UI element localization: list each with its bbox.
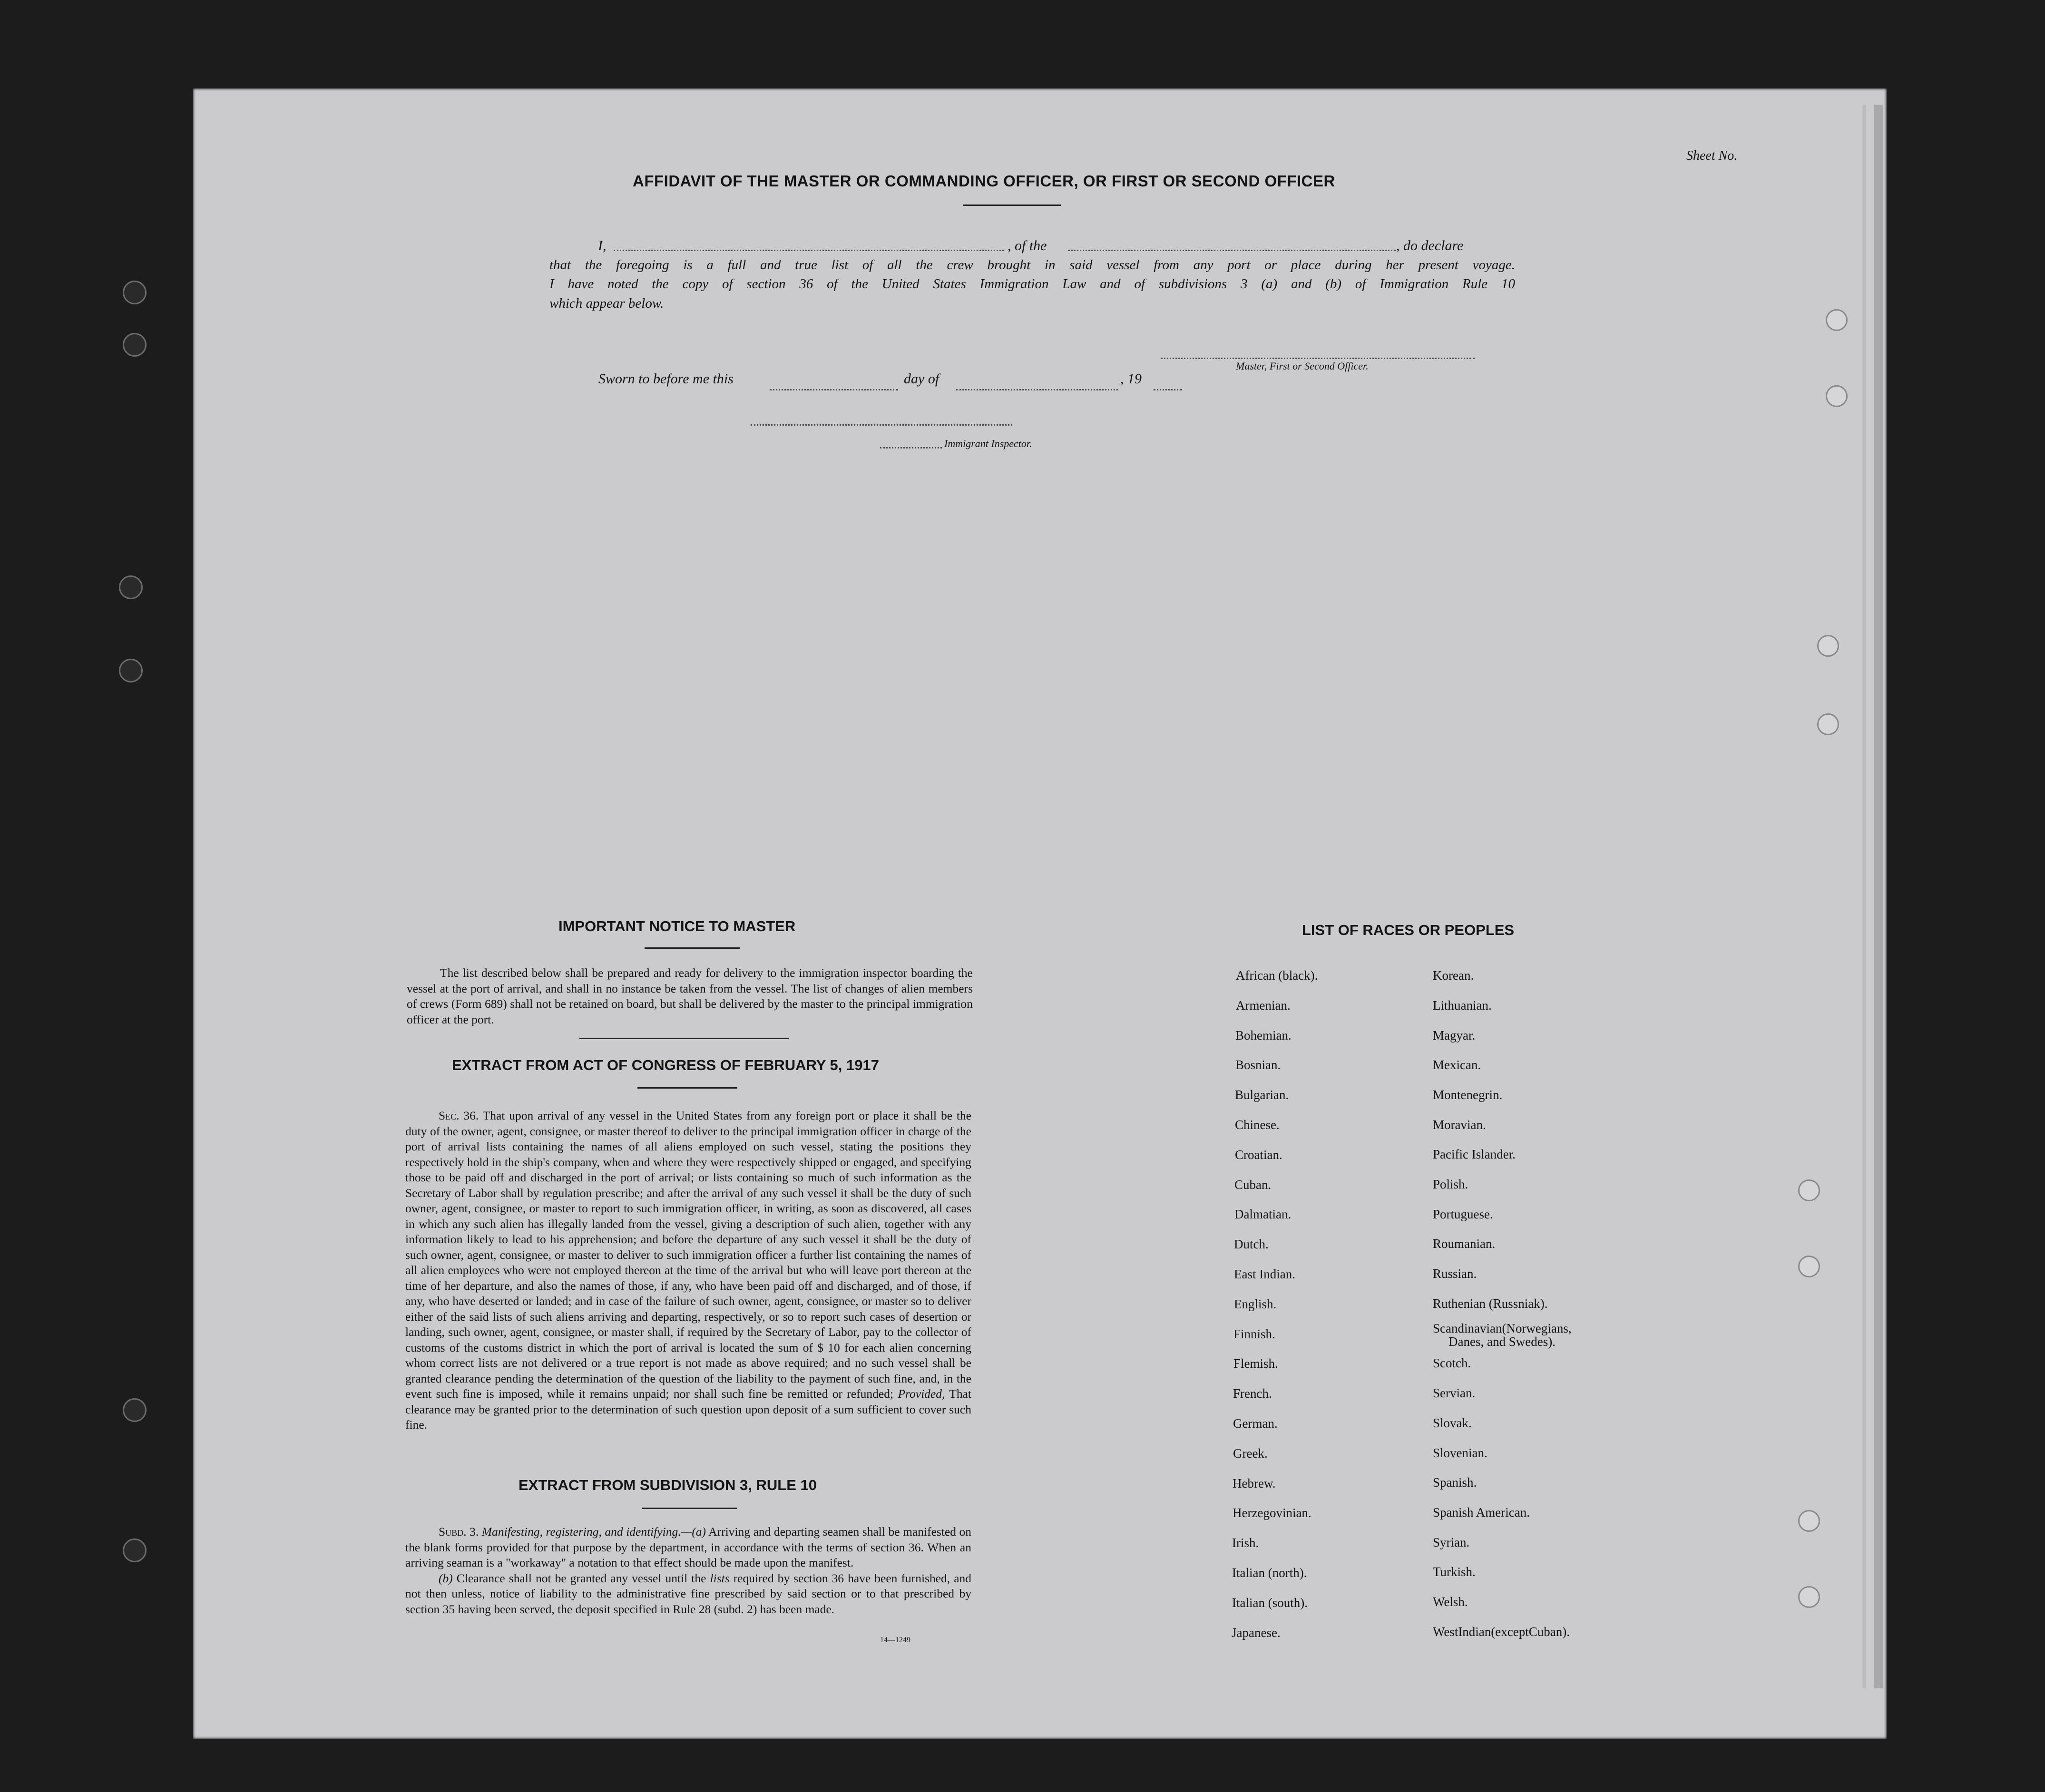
race-left-item: Italian (south). xyxy=(1232,1596,1308,1610)
race-left-item: Flemish. xyxy=(1233,1356,1278,1371)
race-right-item: Scandinavian(Norwegians, xyxy=(1433,1321,1572,1335)
race-right-item: Slovenian. xyxy=(1433,1446,1487,1460)
punch-hole xyxy=(1817,635,1839,657)
race-left-item: Armenian. xyxy=(1236,998,1291,1013)
act-proviso-body: That clearance may be granted prior to the determination of such question upon deposit of a sum sufficient to cover such fine. xyxy=(405,1387,972,1432)
race-left-item: Bulgarian. xyxy=(1235,1088,1289,1102)
sworn-month-field[interactable] xyxy=(956,389,1118,390)
race-left-item: Italian (north). xyxy=(1232,1566,1307,1580)
rule-extract-title: EXTRACT FROM SUBDIVISION 3, RULE 10 xyxy=(519,1477,817,1493)
year-label: , 19 xyxy=(1120,371,1142,387)
inspector-caption-leader xyxy=(880,447,942,448)
act-title-rule xyxy=(637,1087,737,1089)
day-of-label: day of xyxy=(904,371,939,387)
officer-signature-field[interactable] xyxy=(1161,358,1475,359)
rule-b-lists: lists xyxy=(710,1571,730,1585)
act-proviso-label: Provided, xyxy=(898,1387,945,1401)
race-left-item: Hebrew. xyxy=(1233,1476,1276,1490)
punch-hole xyxy=(1826,385,1848,407)
race-left-item: Greek. xyxy=(1233,1446,1268,1461)
rule-subd-label: Subd. 3. xyxy=(439,1525,479,1539)
race-left-item: Japanese. xyxy=(1232,1626,1281,1640)
sworn-day-field[interactable] xyxy=(770,389,898,390)
rule-b-body-1: Clearance shall not be granted any vessel until the xyxy=(456,1571,706,1585)
race-left-item: East Indian. xyxy=(1234,1267,1295,1281)
punch-hole xyxy=(1798,1256,1820,1277)
page-edge xyxy=(1874,105,1883,1688)
race-right-item: Portuguese. xyxy=(1433,1207,1493,1221)
race-right-item: Magyar. xyxy=(1433,1028,1476,1042)
affidavit-line-3: I have noted the copy of section 36 of the United States Immigration Law and of subdivisions 3 (a) and (b) of Immigration Rule 10 xyxy=(549,276,1515,292)
affidavit-of-the-label: , of the xyxy=(1008,238,1047,253)
race-left-item: Croatian. xyxy=(1235,1148,1282,1162)
affidavit-declare-label: , do declare xyxy=(1396,238,1464,253)
race-right-item: Turkish. xyxy=(1433,1565,1476,1579)
race-left-item: Bohemian. xyxy=(1235,1028,1292,1042)
race-right-item: Ruthenian (Russniak). xyxy=(1433,1296,1548,1311)
notice-body xyxy=(407,965,973,1027)
race-right-item: Welsh. xyxy=(1433,1595,1468,1609)
rule-a-label: —(a) xyxy=(681,1525,706,1539)
race-left-item: English. xyxy=(1234,1297,1277,1311)
signature-caption: Master, First or Second Officer. xyxy=(1236,360,1369,372)
rule-a-body: Arriving and departing seamen shall be manifested on the blank forms provided for that purpose by the department, in accordance with the terms of section 36. When an arriving seaman is a "workaway" a notation to that effect should be made upon the manifest. xyxy=(405,1525,972,1569)
affidavit-title: AFFIDAVIT OF THE MASTER OR COMMANDING OFFICER, OR FIRST OR SECOND OFFICER xyxy=(633,172,1335,190)
page-edge xyxy=(1862,105,1866,1688)
race-left-item: French. xyxy=(1233,1386,1272,1401)
race-right-item: Roumanian. xyxy=(1433,1237,1496,1251)
sheet-number-label: Sheet No. xyxy=(1686,148,1738,163)
race-right-item: Danes, and Swedes). xyxy=(1448,1334,1556,1349)
sworn-year-field[interactable] xyxy=(1154,389,1182,390)
act-section-label: Sec. 36. xyxy=(439,1109,479,1122)
master-name-field[interactable] xyxy=(614,250,1004,251)
affidavit-i-label: I, xyxy=(598,238,607,253)
act-extract-title: EXTRACT FROM ACT OF CONGRESS OF FEBRUARY 5, 1917 xyxy=(452,1057,879,1073)
notice-rule xyxy=(645,947,740,949)
race-right-item: Korean. xyxy=(1433,968,1474,983)
race-left-item: Finnish. xyxy=(1233,1327,1275,1341)
inspector-signature-field[interactable] xyxy=(751,424,1012,426)
act-section-body: That upon arrival of any vessel in the United States from any foreign port or place it shall be the duty of the owner, agent, consignee, or master thereof to deliver to the principal immigration officer in charge of the port of arrival lists containing the names of all aliens employed on such vessel, stating the positions they respectively hold in the ship's company, when and where they were respectively shipped or engaged, and specifying those to be paid off and discharged in the port of arrival; or lists containing so much of such information as the Secretary of Labor shall by regulation prescribe; and after the arrival of any such vessel it shall be the duty of such owner, agent, consignee, or master to report to such immigration officer, in writing, as soon as discovered, all cases in which any such alien has illegally landed from the vessel, giving a description of such alien, together with any information likely to lead to his apprehension; and before the departure of any such vessel it shall be the duty of such owner, agent, consignee, or master to deliver to such immigration officer a further list containing the names of all alien employees who were not employed thereon at the time of the arrival but who will leave port thereon at the time of her departure, and also the names of those, if any, who have been paid off and discharged, and of those, if any, who have deserted or landed; and in case of the failure of such owner, agent, consignee, or master so to deliver either of the said lists of such aliens arriving and departing, respectively, or so to report such cases of desertion or landing, such owner, agent, consignee, or master shall, if required by the Secretary of Labor, pay to the collector of customs of the customs district in which the port of arrival is located the sum of $ 10 for each alien concerning whom correct lists are not delivered or a true report is not made as above required; and no such vessel shall be granted clearance pending the determination of the question of the liability to the payment of such fine, and, in the event such fine is imposed, while it remains unpaid; nor shall such fine be remitted or refunded; xyxy=(405,1109,971,1401)
rule-b-label: (b) xyxy=(439,1571,453,1585)
vessel-name-field[interactable] xyxy=(1068,250,1396,251)
act-section-36 xyxy=(405,1108,971,1433)
punch-hole xyxy=(1798,1179,1820,1201)
rule-title-rule xyxy=(642,1508,737,1509)
race-right-item: Servian. xyxy=(1433,1386,1476,1400)
punch-hole xyxy=(1798,1586,1820,1608)
race-right-item: Spanish. xyxy=(1433,1475,1477,1490)
race-left-item: African (black). xyxy=(1236,968,1318,983)
binding-hole xyxy=(119,659,143,682)
punch-hole xyxy=(1817,713,1839,735)
binding-hole xyxy=(123,1398,147,1422)
race-left-item: German. xyxy=(1233,1416,1278,1431)
race-right-item: WestIndian(exceptCuban). xyxy=(1433,1625,1570,1639)
race-right-item: Pacific Islander. xyxy=(1433,1147,1516,1161)
notice-body-text: The list described below shall be prepared and ready for delivery to the immigration inspector boarding the vessel at the port of arrival, and shall in no instance be taken from the vessel. The list of changes of alien members of crews (Form 689) shall not be retained on board, but shall be delivered by the master to the principal immigration officer at the port. xyxy=(407,966,973,1026)
race-left-item: Chinese. xyxy=(1235,1118,1280,1132)
binding-hole xyxy=(123,1539,147,1562)
race-right-item: Polish. xyxy=(1433,1177,1468,1191)
rule-subdivision-3 xyxy=(405,1524,971,1617)
document-page xyxy=(193,88,1887,1739)
race-left-item: Cuban. xyxy=(1234,1178,1272,1192)
rule-b-body-2: required by section 36 have been furnished, and not then unless, notice of liability to the administrative fine prescribed by said section or to that prescribed by section 35 having been served, the deposit specified in Rule 28 (subd. 2) has been made. xyxy=(405,1571,972,1616)
punch-hole xyxy=(1798,1510,1820,1532)
race-right-item: Scotch. xyxy=(1433,1356,1471,1370)
race-left-item: Dalmatian. xyxy=(1234,1207,1292,1221)
binding-hole xyxy=(123,333,147,357)
race-right-item: Mexican. xyxy=(1433,1058,1481,1072)
races-title: LIST OF RACES OR PEOPLES xyxy=(1302,922,1515,938)
race-right-item: Russian. xyxy=(1433,1266,1477,1281)
race-right-item: Moravian. xyxy=(1433,1118,1486,1132)
affidavit-line-4: which appear below. xyxy=(549,296,664,311)
binding-hole xyxy=(119,575,143,599)
race-right-item: Syrian. xyxy=(1433,1535,1470,1549)
race-right-item: Lithuanian. xyxy=(1433,998,1492,1013)
race-right-item: Spanish American. xyxy=(1433,1505,1530,1519)
form-number: 14—1249 xyxy=(880,1636,910,1644)
sworn-label: Sworn to before me this xyxy=(598,371,734,387)
notice-title: IMPORTANT NOTICE TO MASTER xyxy=(558,918,796,935)
punch-hole xyxy=(1826,309,1848,331)
race-right-item: Montenegrin. xyxy=(1433,1088,1503,1102)
inspector-caption: Immigrant Inspector. xyxy=(944,438,1032,449)
race-right-item: Slovak. xyxy=(1433,1416,1472,1430)
race-left-item: Irish. xyxy=(1232,1536,1259,1550)
rule-subd-heading: Manifesting, registering, and identifying. xyxy=(481,1525,681,1539)
affidavit-line-2: that the foregoing is a full and true list of all the crew brought in said vessel from any port or place during her present voyage. xyxy=(549,257,1515,273)
title-rule xyxy=(963,205,1061,206)
binding-hole xyxy=(123,281,147,304)
notice-separator xyxy=(579,1038,789,1039)
race-left-item: Herzegovinian. xyxy=(1233,1506,1311,1520)
race-left-item: Dutch. xyxy=(1234,1237,1269,1251)
race-left-item: Bosnian. xyxy=(1235,1058,1281,1072)
